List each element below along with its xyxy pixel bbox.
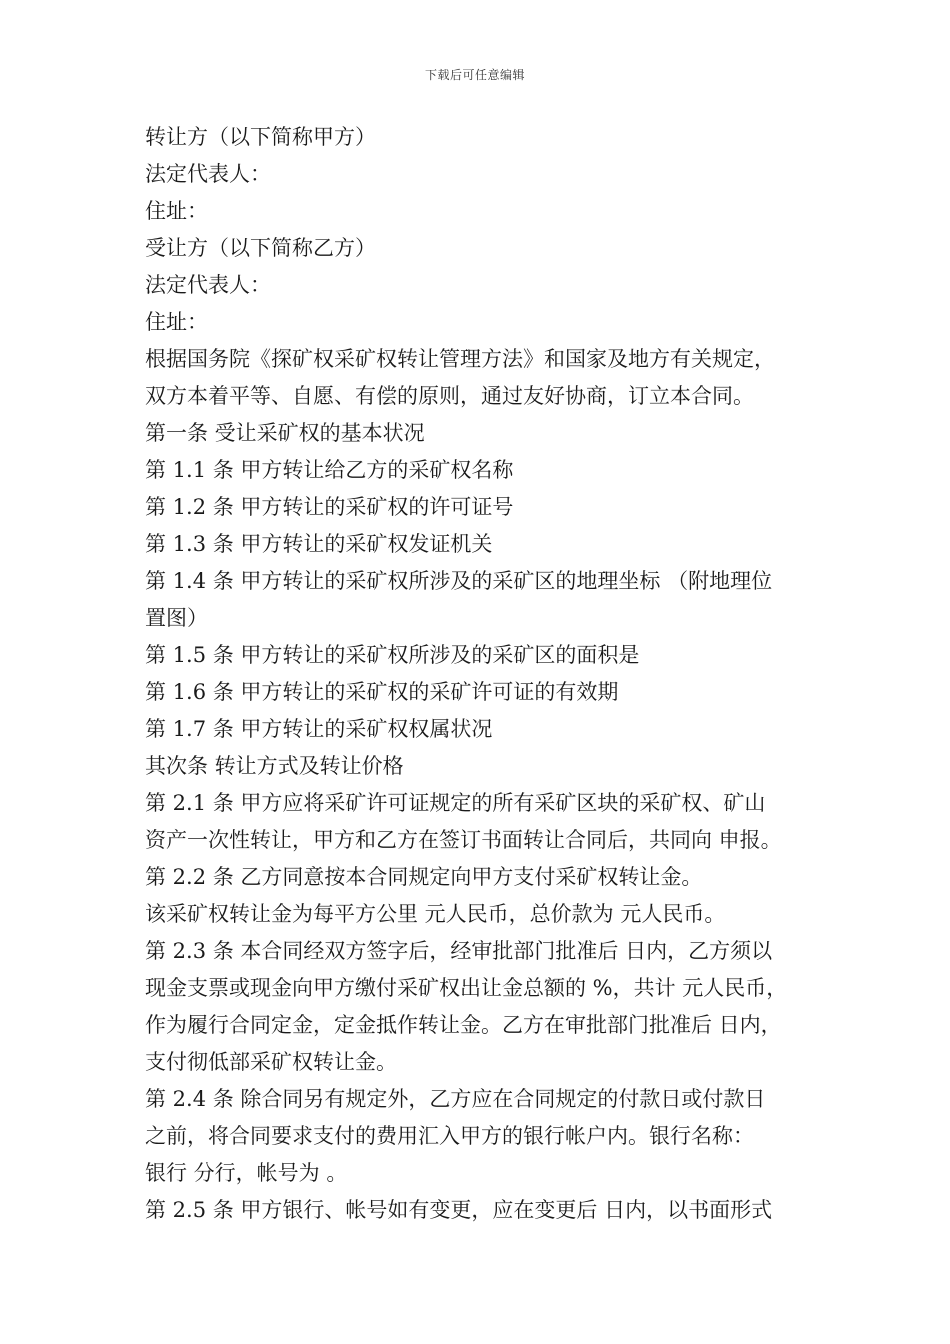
text-line: 第 1.5 条 甲方转让的采矿权所涉及的采矿区的面积是	[145, 643, 640, 667]
document-body	[145, 119, 815, 1229]
text-line: 转让方（以下简称甲方）	[145, 125, 376, 149]
text-line: 银行 分行，帐号为 。	[145, 1161, 348, 1185]
text-line: 第 1.7 条 甲方转让的采矿权权属状况	[145, 717, 493, 741]
text-line: 法定代表人：	[145, 273, 271, 297]
text-line: 第 1.4 条 甲方转让的采矿权所涉及的采矿区的地理坐标 （附地理位	[145, 569, 773, 593]
text-line: 住址：	[145, 310, 208, 334]
text-line: 第 2.1 条 甲方应将采矿许可证规定的所有采矿区块的采矿权、矿山	[145, 791, 766, 815]
text-line: 第 2.5 条 甲方银行、帐号如有变更，应在变更后 日内，以书面形式	[145, 1198, 773, 1222]
text-line: 根据国务院《探矿权采矿权转让管理方法》和国家及地方有关规定，	[145, 347, 775, 371]
text-line: 法定代表人：	[145, 162, 271, 186]
text-line: 资产一次性转让，甲方和乙方在签订书面转让合同后，共同向 申报。	[145, 828, 782, 852]
text-line: 置图）	[145, 606, 208, 630]
text-line: 第 1.2 条 甲方转让的采矿权的许可证号	[145, 495, 514, 519]
text-line: 第 1.1 条 甲方转让给乙方的采矿权名称	[145, 458, 514, 482]
text-line: 第 2.4 条 除合同另有规定外，乙方应在合同规定的付款日或付款日	[145, 1087, 766, 1111]
text-line: 支付彻低部采矿权转让金。	[145, 1050, 397, 1074]
text-line: 作为履行合同定金，定金抵作转让金。乙方在审批部门批准后 日内，	[145, 1013, 782, 1037]
text-line: 第 2.2 条 乙方同意按本合同规定向甲方支付采矿权转让金。	[145, 865, 703, 889]
page-header: 下载后可任意编辑	[424, 68, 525, 82]
text-line: 现金支票或现金向甲方缴付采矿权出让金总额的 %，共计 元人民币，	[145, 976, 788, 1000]
text-line: 双方本着平等、自愿、有偿的原则，通过友好协商，订立本合同。	[145, 384, 754, 408]
text-line: 住址：	[145, 199, 208, 223]
text-line: 第 2.3 条 本合同经双方签字后，经审批部门批准后 日内，乙方须以	[145, 939, 773, 963]
text-line: 之前，将合同要求支付的费用汇入甲方的银行帐户内。银行名称：	[145, 1124, 754, 1148]
text-line: 受让方（以下简称乙方）	[145, 236, 376, 260]
text-line: 该采矿权转让金为每平方公里 元人民币，总价款为 元人民币。	[145, 902, 726, 926]
text-line: 第一条 受让采矿权的基本状况	[145, 421, 425, 445]
text-line: 第 1.6 条 甲方转让的采矿权的采矿许可证的有效期	[145, 680, 619, 704]
text-line: 第 1.3 条 甲方转让的采矿权发证机关	[145, 532, 493, 556]
text-line: 其次条 转让方式及转让价格	[145, 754, 404, 778]
